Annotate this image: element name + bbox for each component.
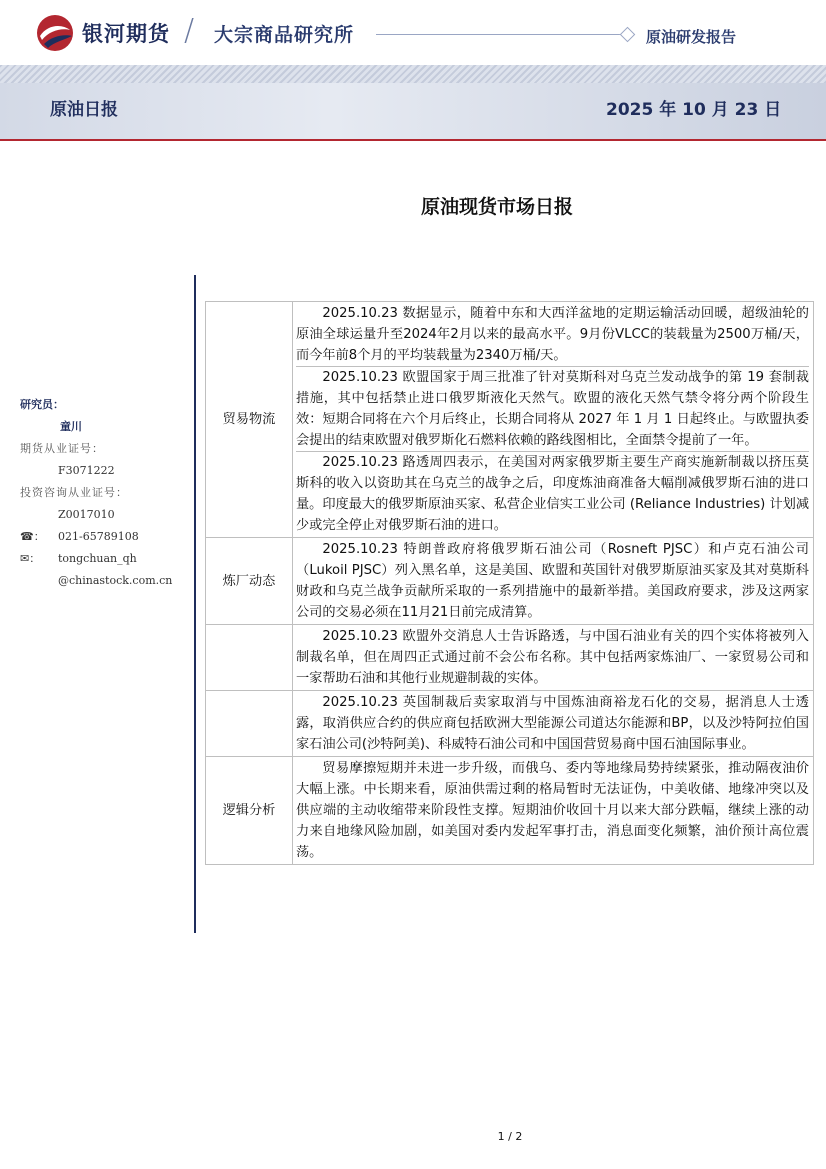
email-icon: ✉：	[20, 552, 41, 565]
page-number: 1 / 2	[497, 1130, 523, 1143]
diamond-icon	[620, 27, 636, 43]
divider-slash: /	[184, 13, 195, 48]
page-header	[0, 0, 826, 65]
institute-name: 大宗商品研究所	[214, 24, 355, 46]
news-paragraph: 2025.10.23 数据显示，随着中东和大西洋盆地的定期运输活动回暖，超级油轮的原油全球运量升至2024年2月以来的最高水平。9月份VLCC的装载量为2500万桶/天，而今年前8个月的平均装载量为2340万桶/天。	[296, 306, 809, 363]
email-domain[interactable]: @chinastock.com.cn	[58, 574, 173, 587]
table-row	[206, 625, 814, 691]
galaxy-logo-icon	[36, 14, 74, 52]
category-cell-empty	[206, 691, 293, 757]
news-paragraph: 2025.10.23 路透周四表示，在美国对两家俄罗斯主要生产商实施新制裁以挤压莫斯科的收入以资助其在乌克兰的战争之后，印度炼油商准备大幅削减俄罗斯石油的进口量。印度最大的俄罗斯原油买家、私营企业信实工业公司 (Reliance Industries) 计划减少或完全停止对俄罗斯石油的进口。	[296, 451, 809, 536]
phone-icon: ☎：	[20, 530, 45, 543]
news-paragraph: 2025.10.23 英国制裁后卖家取消与中国炼油商裕龙石化的交易，据消息人士透露，取消供应合约的供应商包括欧洲大型能源公司道达尔能源和BP，以及沙特阿拉伯国家石油公司(沙特阿美)、科威特石油公司和中国国营贸易商中国石油国际事业。	[296, 695, 809, 752]
category-cell: 炼厂动态	[206, 538, 293, 625]
news-paragraph: 2025.10.23 特朗普政府将俄罗斯石油公司（Rosneft PJSC）和卢克石油公司（Lukoil PJSC）列入黑名单，这是美国、欧盟和英国针对俄罗斯原油买家及其对莫斯科财政和乌克兰战争贡献所采取的一系列措施中的最新举措。美国政府要求，涉及这两家公司的交易必须在11月21日前完成清算。	[296, 542, 809, 620]
category-cell-empty	[206, 625, 293, 691]
report-date: 2025 年 10 月 23 日	[606, 100, 782, 120]
category-cell: 逻辑分析	[206, 757, 293, 865]
content-cell	[293, 538, 814, 625]
phone-number: 021-65789108	[58, 530, 139, 543]
futures-license-label: 期货从业证号：	[20, 442, 104, 455]
report-type: 原油研发报告	[646, 28, 737, 46]
email-row[interactable]	[20, 551, 190, 573]
content-cell	[293, 625, 814, 691]
content-cell	[293, 302, 814, 538]
table-row	[206, 538, 814, 625]
phone-row	[20, 529, 190, 551]
news-table	[205, 301, 814, 865]
header-stripe	[0, 65, 826, 83]
table-row	[206, 757, 814, 865]
band-title: 原油日报	[50, 100, 118, 120]
table-row	[206, 691, 814, 757]
advisory-license-label: 投资咨询从业证号：	[20, 486, 128, 499]
table-row	[206, 302, 814, 538]
futures-license: F3071222	[58, 464, 115, 477]
company-name: 银河期货	[82, 22, 170, 46]
news-paragraph: 2025.10.23 欧盟国家于周三批准了针对莫斯科对乌克兰发动战争的第 19 套制裁措施，其中包括禁止进口俄罗斯液化天然气。欧盟的液化天然气禁令将分两个阶段生效：短期合同将在六个月后终止，长期合同将从 2027 年 1 月 1 日起终止。与欧盟执委会提出的结束欧盟对俄罗斯化石燃料依赖的路线图相比，全面禁令提前了一年。	[296, 366, 809, 451]
header-rule	[376, 34, 622, 35]
page-title: 原油现货市场日报	[420, 196, 573, 218]
author-sidebar	[20, 397, 190, 595]
content-cell	[293, 691, 814, 757]
news-paragraph: 贸易摩擦短期并未进一步升级，而俄乌、委内等地缘局势持续紧张，推动隔夜油价大幅上涨。中长期来看，原油供需过剩的格局暂时无法证伪，中美收储、地缘冲突以及供应端的主动收缩带来阶段性支撑。短期油价收回十月以来大部分跌幅，继续上涨的动力来自地缘风险加剧，如美国对委内发起军事打击，消息面变化频繁，油价预计高位震荡。	[296, 761, 809, 860]
researcher-label: 研究员：	[20, 398, 64, 411]
content-cell	[293, 757, 814, 865]
advisory-license: Z0017010	[58, 508, 115, 521]
band-underline	[0, 139, 826, 141]
researcher-name: 童川	[60, 420, 82, 433]
email-user[interactable]: tongchuan_qh	[58, 552, 137, 565]
sidebar-divider	[194, 275, 196, 933]
news-paragraph: 2025.10.23 欧盟外交消息人士告诉路透，与中国石油业有关的四个实体将被列入制裁名单，但在周四正式通过前不会公布名称。其中包括两家炼油厂、一家贸易公司和一家帮助石油和其他行业规避制裁的实体。	[296, 629, 809, 686]
category-cell: 贸易物流	[206, 302, 293, 538]
